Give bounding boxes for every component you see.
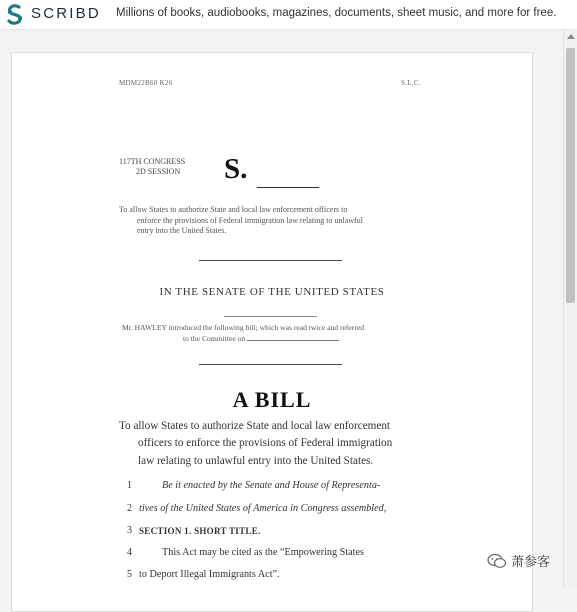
divider: [199, 364, 342, 365]
bill-number-blank: [257, 187, 319, 188]
line-number: 5: [127, 569, 132, 580]
scribd-logo-icon[interactable]: [4, 3, 26, 25]
long-title-line: officers to enforce the provisions of Federal immigration: [138, 437, 393, 450]
scrollbar-thumb[interactable]: [566, 48, 575, 303]
a-bill-heading: A BILL: [232, 387, 312, 412]
senate-heading: IN THE SENATE OF THE UNITED STATES: [159, 286, 385, 298]
wechat-icon: [487, 553, 507, 569]
committee-blank: [247, 333, 339, 341]
scrollbar[interactable]: [563, 30, 577, 588]
enacting-clause-line: Be it enacted by the Senate and House of Representa-: [162, 480, 381, 491]
section-text-line: This Act may be cited as the “Empowering States: [162, 547, 364, 558]
long-title-line: law relating to unlawful entry into the United States.: [138, 454, 374, 467]
watermark-text: 萧参客: [511, 555, 551, 570]
short-description-line: entry into the United States.: [137, 226, 227, 235]
long-title-line: To allow States to authorize State and local law enforcement: [119, 420, 391, 432]
document-header-slc: S.L.C.: [401, 79, 421, 87]
divider: [199, 260, 342, 261]
introduction-text: [122, 322, 426, 344]
scroll-up-arrow-icon[interactable]: [567, 34, 575, 39]
line-number: 1: [127, 480, 132, 491]
line-number: 4: [127, 547, 132, 558]
scribd-logo-text[interactable]: SCRIBD: [31, 5, 101, 22]
top-bar: [0, 0, 577, 30]
line-number: 2: [127, 503, 132, 514]
introduction-line: Mr. HAWLEY introduced the following bill; which was read twice and referred: [122, 323, 365, 332]
tagline: Millions of books, audiobooks, magazines, documents, sheet music, and more for free.: [116, 7, 557, 19]
watermark: [487, 551, 550, 570]
section-text-line: to Deport Illegal Immigrants Act”.: [139, 569, 280, 580]
document-page: [11, 52, 533, 612]
short-description-line: To allow States to authorize State and local law enforcement officers to: [119, 205, 348, 214]
congress-line: 117TH CONGRESS: [119, 157, 186, 166]
session-line: 2D SESSION: [136, 167, 181, 176]
divider: [224, 316, 317, 317]
line-number: 3: [127, 525, 132, 536]
document-header-code: MDM22B60 K26: [119, 79, 173, 87]
long-title: [119, 418, 425, 470]
short-description-line: enforce the provisions of Federal immigration law relating to unlawful: [137, 215, 363, 225]
short-description: [119, 205, 425, 237]
section-heading: SECTION 1. SHORT TITLE.: [139, 526, 261, 536]
enacting-clause-line: tives of the United States of America in Congress assembled,: [139, 503, 387, 514]
congress-session: [119, 157, 185, 177]
bill-number: S.: [224, 153, 248, 185]
introduction-line: to the Committee on: [183, 334, 246, 343]
